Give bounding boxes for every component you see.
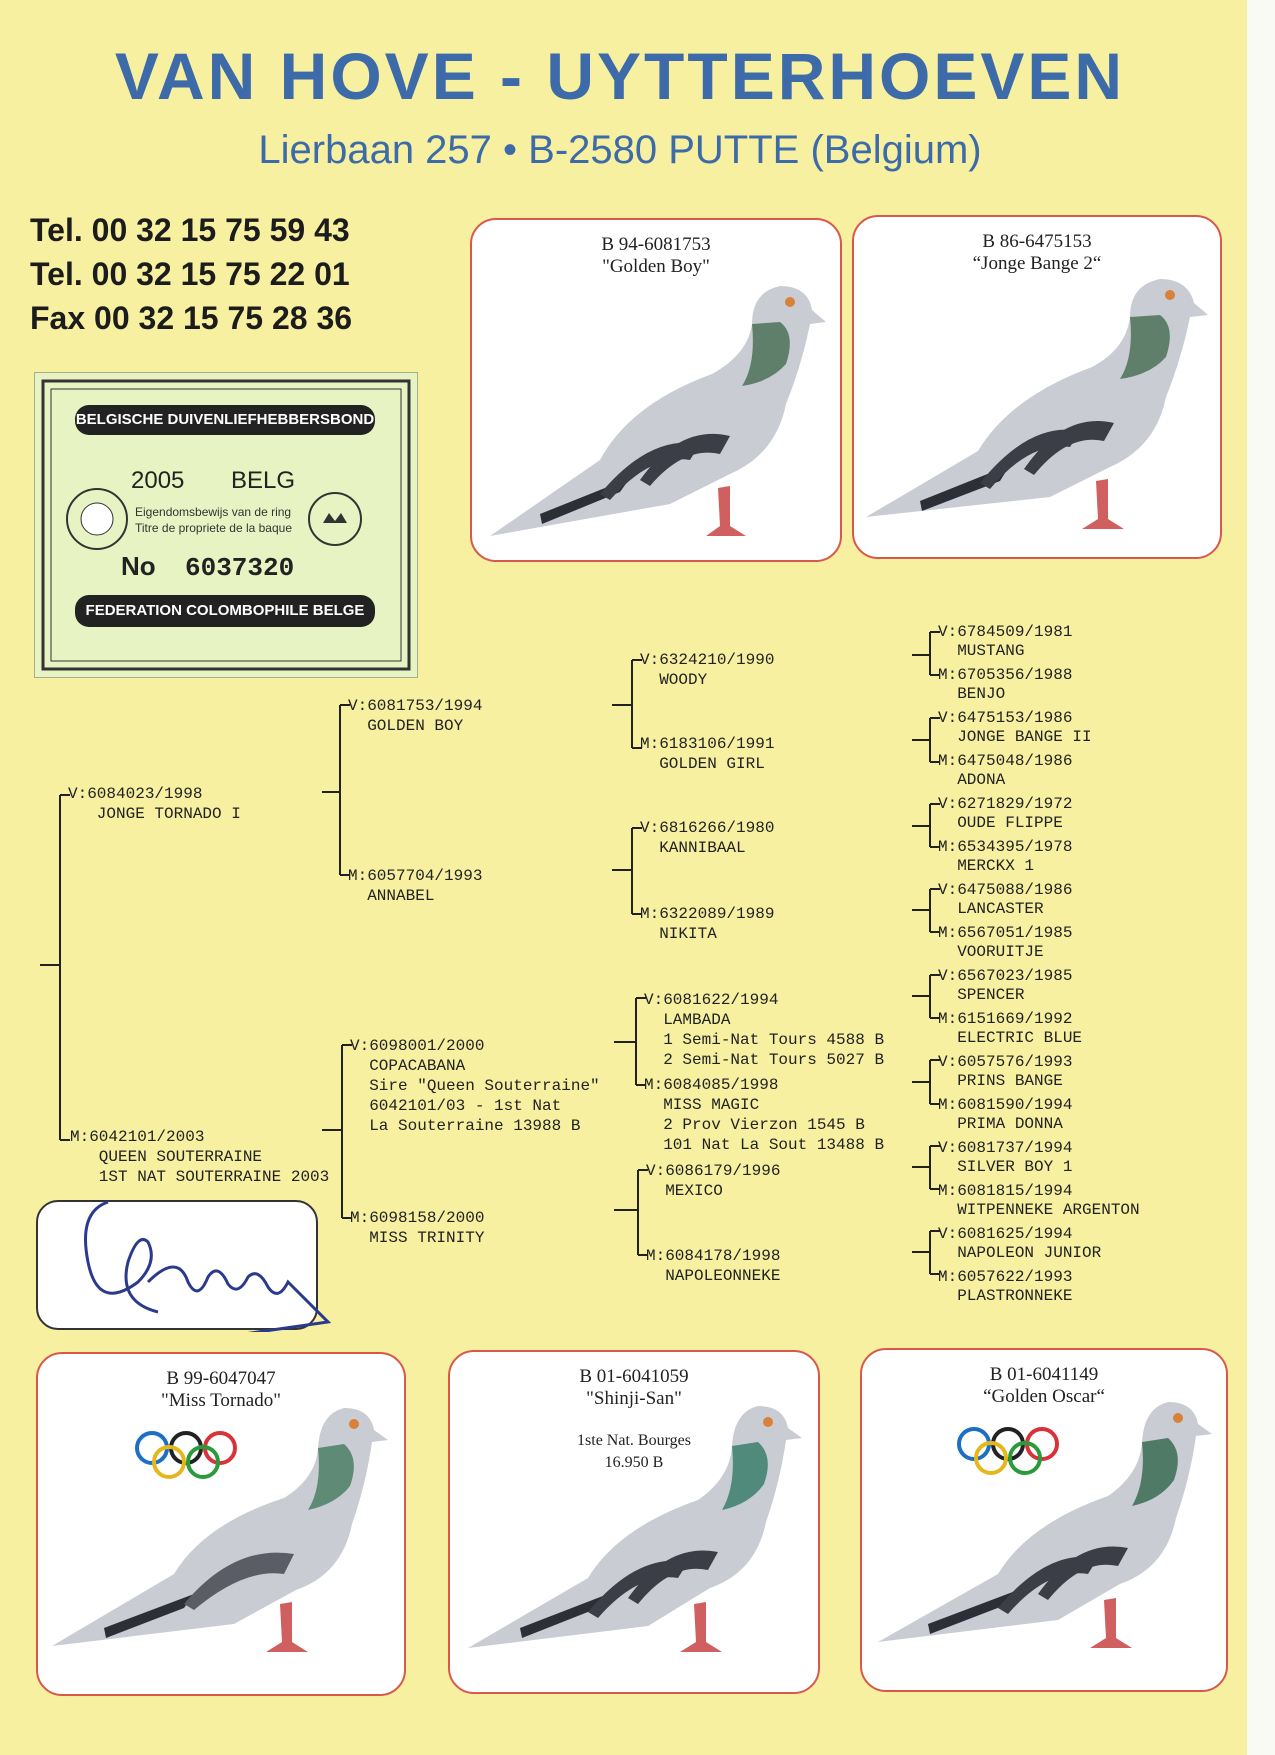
ring-number: B 01-6041149 bbox=[989, 1364, 1099, 1385]
certificate-line-2: Titre de propriete de la baque bbox=[135, 521, 292, 535]
gen4-10: M:6151669/1992 ELECTRIC BLUE bbox=[938, 1010, 1083, 1047]
gen4-11: V:6057576/1993 PRINS BANGE bbox=[938, 1053, 1073, 1090]
signature-box bbox=[36, 1200, 318, 1330]
ring-number: B 94-6081753 bbox=[601, 234, 711, 255]
gen4-6: M:6534395/1978 MERCKX 1 bbox=[938, 838, 1073, 875]
ring-number: B 86-6475153 bbox=[982, 231, 1092, 252]
gen4-15: V:6081625/1994 NAPOLEON JUNIOR bbox=[938, 1225, 1102, 1262]
certificate-line-1: Eigendomsbewijs van de ring bbox=[135, 505, 292, 519]
breeder-name-title: VAN HOVE - UYTTERHOEVEN bbox=[114, 39, 1126, 113]
gen3-2: M:6183106/1991 GOLDEN GIRL bbox=[640, 735, 775, 773]
certificate-top-banner: BELGISCHE DUIVENLIEFHEBBERSBOND bbox=[75, 411, 375, 428]
gen3-1: V:6324210/1990 WOODY bbox=[640, 651, 775, 689]
breeder-address: Lierbaan 257 • B-2580 PUTTE (Belgium) bbox=[258, 128, 982, 172]
gen4-7: V:6475088/1986 LANCASTER bbox=[938, 881, 1073, 918]
gen3-8: M:6084178/1998 NAPOLEONNEKE bbox=[646, 1247, 781, 1285]
gen2-dam-1: M:6057704/1993 ANNABEL bbox=[348, 867, 483, 905]
certificate-year: 2005 bbox=[131, 467, 185, 494]
gen2-dam-2: M:6098158/2000 MISS TRINITY bbox=[350, 1209, 485, 1247]
gen4-3: V:6475153/1986 JONGE BANGE II bbox=[938, 709, 1092, 746]
pigeon-name: "Shinji-San" bbox=[586, 1388, 682, 1409]
phone-1: Tel. 00 32 15 75 59 43 bbox=[30, 212, 350, 248]
pigeon-photo bbox=[458, 1372, 810, 1688]
gen4-5: V:6271829/1972 OUDE FLIPPE bbox=[938, 795, 1073, 832]
gen4-9: V:6567023/1985 SPENCER bbox=[938, 967, 1073, 1004]
pigeon-result-line-2: 16.950 B bbox=[604, 1454, 664, 1471]
handwritten-signature bbox=[38, 1172, 338, 1332]
gen3-7: V:6086179/1996 MEXICO bbox=[646, 1162, 781, 1200]
photo-card-miss-tornado bbox=[36, 1352, 406, 1696]
ring-number: B 01-6041059 bbox=[579, 1366, 689, 1387]
phone-2: Tel. 00 32 15 75 22 01 bbox=[30, 256, 350, 292]
ring-number: B 99-6047047 bbox=[166, 1368, 276, 1389]
gen4-16: M:6057622/1993 PLASTRONNEKE bbox=[938, 1268, 1073, 1305]
gen3-6: M:6084085/1998 MISS MAGIC 2 Prov Vierzon 1545 B 101 Nat La Sout 13488 B bbox=[644, 1076, 885, 1154]
pigeon-photo bbox=[44, 1374, 396, 1690]
certificate-country: BELG bbox=[231, 467, 296, 494]
certificate-number: 6037320 bbox=[185, 553, 295, 583]
gen3-3: V:6816266/1980 KANNIBAAL bbox=[640, 819, 775, 857]
photo-card-shinji-san bbox=[448, 1350, 820, 1694]
pigeon-name: "Golden Boy" bbox=[602, 256, 710, 277]
certificate-number-label: No bbox=[121, 551, 156, 581]
pigeon-name: “Jonge Bange 2“ bbox=[972, 253, 1102, 274]
gen4-4: M:6475048/1986 ADONA bbox=[938, 752, 1073, 789]
gen1-dam: M:6042101/2003 QUEEN SOUTERRAINE 1ST NAT SOUTERRAINE 2003 bbox=[70, 1128, 330, 1186]
gen4-12: M:6081590/1994 PRIMA DONNA bbox=[938, 1096, 1073, 1133]
pigeon-result-line-1: 1ste Nat. Bourges bbox=[577, 1432, 691, 1449]
pigeon-name: “Golden Oscar“ bbox=[983, 1386, 1105, 1407]
gen4-1: V:6784509/1981 MUSTANG bbox=[938, 623, 1073, 660]
gen2-sire-2: V:6098001/2000 COPACABANA Sire "Queen Souterraine" 6042101/03 - 1st Nat La Souterraine 13988 B bbox=[350, 1037, 600, 1135]
certificate-bottom-banner: FEDERATION COLOMBOPHILE BELGE bbox=[85, 602, 365, 619]
gen2-sire-1: V:6081753/1994 GOLDEN BOY bbox=[348, 697, 483, 735]
photo-card-golden-oscar bbox=[860, 1348, 1228, 1692]
gen4-13: V:6081737/1994 SILVER BOY 1 bbox=[938, 1139, 1073, 1176]
gen4-2: M:6705356/1988 BENJO bbox=[938, 666, 1073, 703]
gen4-14: M:6081815/1994 WITPENNEKE ARGENTON bbox=[938, 1182, 1140, 1219]
gen3-5: V:6081622/1994 LAMBADA 1 Semi-Nat Tours 4588 B 2 Semi-Nat Tours 5027 B bbox=[644, 991, 885, 1069]
gen4-8: M:6567051/1985 VOORUITJE bbox=[938, 924, 1073, 961]
gen1-sire: V:6084023/1998 JONGE TORNADO I bbox=[68, 785, 241, 823]
pigeon-name: "Miss Tornado" bbox=[161, 1390, 281, 1411]
fax-number: Fax 00 32 15 75 28 36 bbox=[30, 300, 353, 336]
pigeon-photo bbox=[868, 1370, 1220, 1686]
gen3-4: M:6322089/1989 NIKITA bbox=[640, 905, 775, 943]
